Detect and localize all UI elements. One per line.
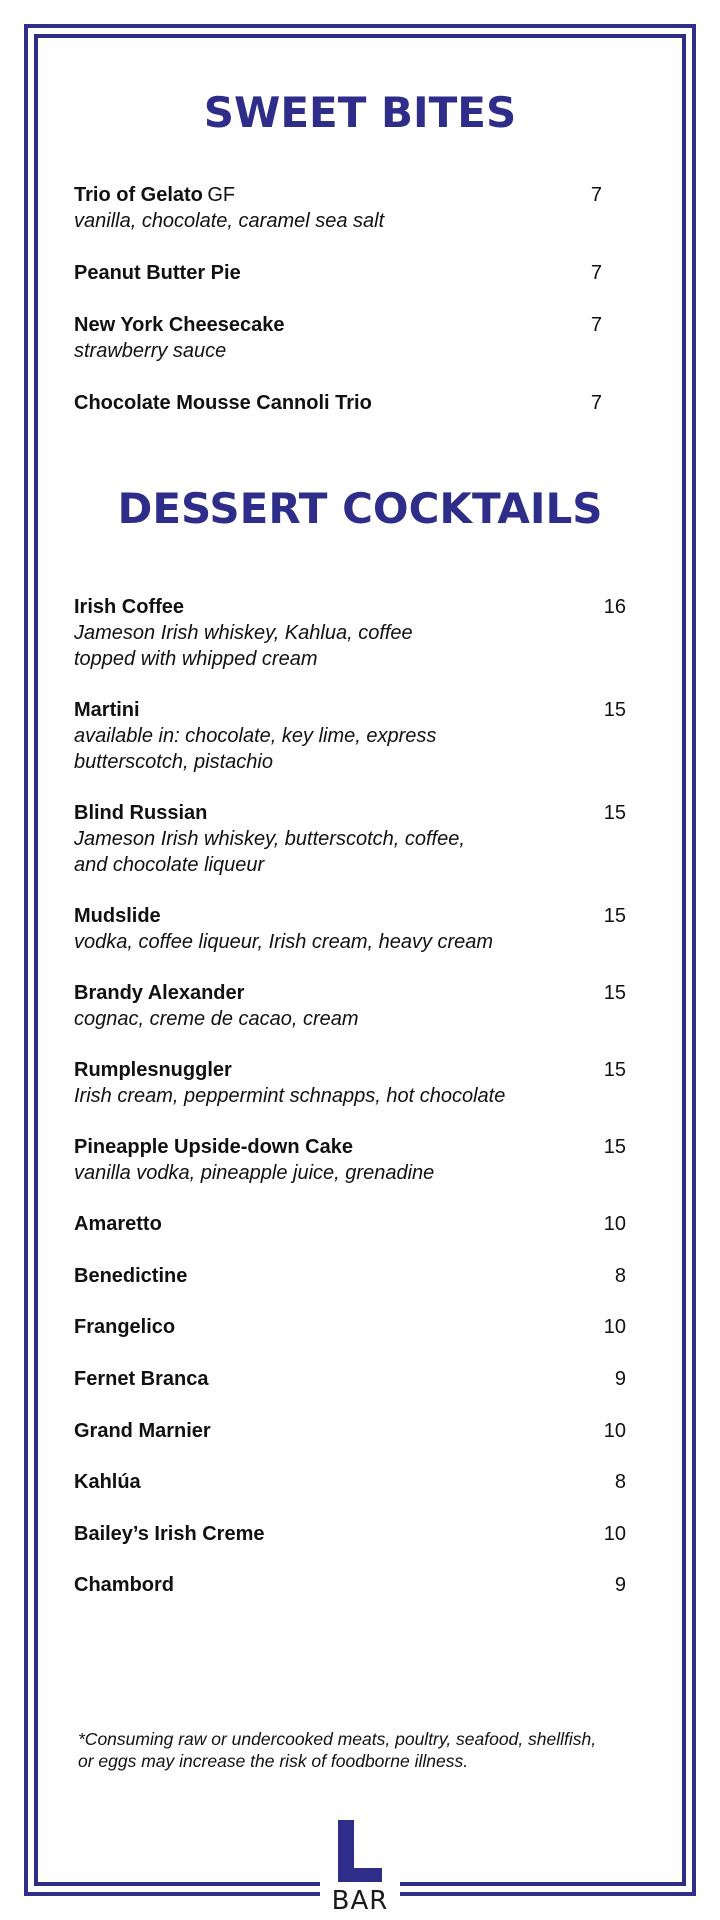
item-name: Amaretto <box>74 1213 162 1235</box>
menu-item <box>74 1263 626 1289</box>
item-description: cognac, creme de cacao, cream <box>74 1008 359 1030</box>
menu-item <box>74 260 626 286</box>
menu-item <box>74 182 626 234</box>
item-description: vanilla vodka, pineapple juice, grenadine <box>74 1162 435 1184</box>
l-bar-logo <box>320 1816 400 1920</box>
menu-item <box>74 1521 626 1547</box>
item-name: Bailey’s Irish Creme <box>74 1523 265 1545</box>
menu-item <box>74 903 626 955</box>
item-name: Martini <box>74 699 140 721</box>
item-price: 15 <box>603 1136 626 1158</box>
item-price: 8 <box>614 1471 626 1493</box>
menu-item <box>74 390 626 416</box>
item-name: Trio of Gelato <box>74 184 203 206</box>
item-name: Grand Marnier <box>74 1420 211 1442</box>
item-name: Benedictine <box>74 1265 188 1287</box>
item-description: available in: chocolate, key lime, express <box>74 725 437 747</box>
item-price: 7 <box>590 184 602 206</box>
item-price: 16 <box>603 596 626 618</box>
item-description: Jameson Irish whiskey, Kahlua, coffee <box>74 622 413 644</box>
item-price: 10 <box>603 1316 626 1338</box>
disclaimer-line: or eggs may increase the risk of foodborne illness. <box>78 1751 469 1771</box>
gluten-free-tag: GF <box>207 184 236 206</box>
logo-wordmark: BAR <box>331 1886 389 1916</box>
food-safety-disclaimer <box>78 1728 658 1772</box>
section-title-sweet-bites: SWEET BITES <box>203 88 517 137</box>
item-description: topped with whipped cream <box>74 648 318 670</box>
item-price: 7 <box>590 262 602 284</box>
item-price: 10 <box>603 1420 626 1442</box>
menu-item <box>74 1366 626 1392</box>
menu-item <box>74 1211 626 1237</box>
item-price: 8 <box>614 1265 626 1287</box>
item-description: vodka, coffee liqueur, Irish cream, heavy cream <box>74 931 494 953</box>
menu-item <box>74 1134 626 1186</box>
menu-item <box>74 980 626 1032</box>
item-price: 15 <box>603 1059 626 1081</box>
item-name: New York Cheesecake <box>74 314 285 336</box>
item-name: Mudslide <box>74 905 161 927</box>
item-name: Rumplesnuggler <box>74 1059 232 1081</box>
item-description: Jameson Irish whiskey, butterscotch, coffee, <box>74 828 465 850</box>
item-price: 15 <box>603 802 626 824</box>
item-name: Kahlúa <box>74 1471 141 1493</box>
item-price: 15 <box>603 982 626 1004</box>
item-name: Blind Russian <box>74 802 208 824</box>
menu-item <box>74 1314 626 1340</box>
menu-item <box>74 1469 626 1495</box>
item-price: 9 <box>614 1368 626 1390</box>
item-name: Chambord <box>74 1574 174 1596</box>
item-price: 10 <box>603 1213 626 1235</box>
menu-item <box>74 1572 626 1598</box>
item-name: Chocolate Mousse Cannoli Trio <box>74 392 372 414</box>
item-name: Irish Coffee <box>74 596 185 618</box>
item-name: Peanut Butter Pie <box>74 262 241 284</box>
item-price: 7 <box>590 314 602 336</box>
item-description: and chocolate liqueur <box>74 854 265 876</box>
item-description: vanilla, chocolate, caramel sea salt <box>74 210 385 232</box>
item-name: Frangelico <box>74 1316 176 1338</box>
menu-item <box>74 697 626 775</box>
item-price: 9 <box>614 1574 626 1596</box>
item-price: 15 <box>603 905 626 927</box>
disclaimer-line: *Consuming raw or undercooked meats, poultry, seafood, shellfish, <box>78 1729 597 1749</box>
menu-item <box>74 1057 626 1109</box>
item-description: strawberry sauce <box>74 340 227 362</box>
item-description: Irish cream, peppermint schnapps, hot chocolate <box>74 1085 506 1107</box>
logo-l-mark <box>320 1816 400 1886</box>
menu-item <box>74 312 626 364</box>
item-price: 10 <box>603 1523 626 1545</box>
section-title-dessert-cocktails: DESSERT COCKTAILS <box>117 484 603 533</box>
menu-item <box>74 594 626 672</box>
item-name: Fernet Branca <box>74 1368 209 1390</box>
item-price: 15 <box>603 699 626 721</box>
item-name: Brandy Alexander <box>74 982 245 1004</box>
menu-item <box>74 1418 626 1444</box>
menu-item <box>74 800 626 878</box>
item-description: butterscotch, pistachio <box>74 751 273 773</box>
item-price: 7 <box>590 392 602 414</box>
item-name: Pineapple Upside-down Cake <box>74 1136 353 1158</box>
